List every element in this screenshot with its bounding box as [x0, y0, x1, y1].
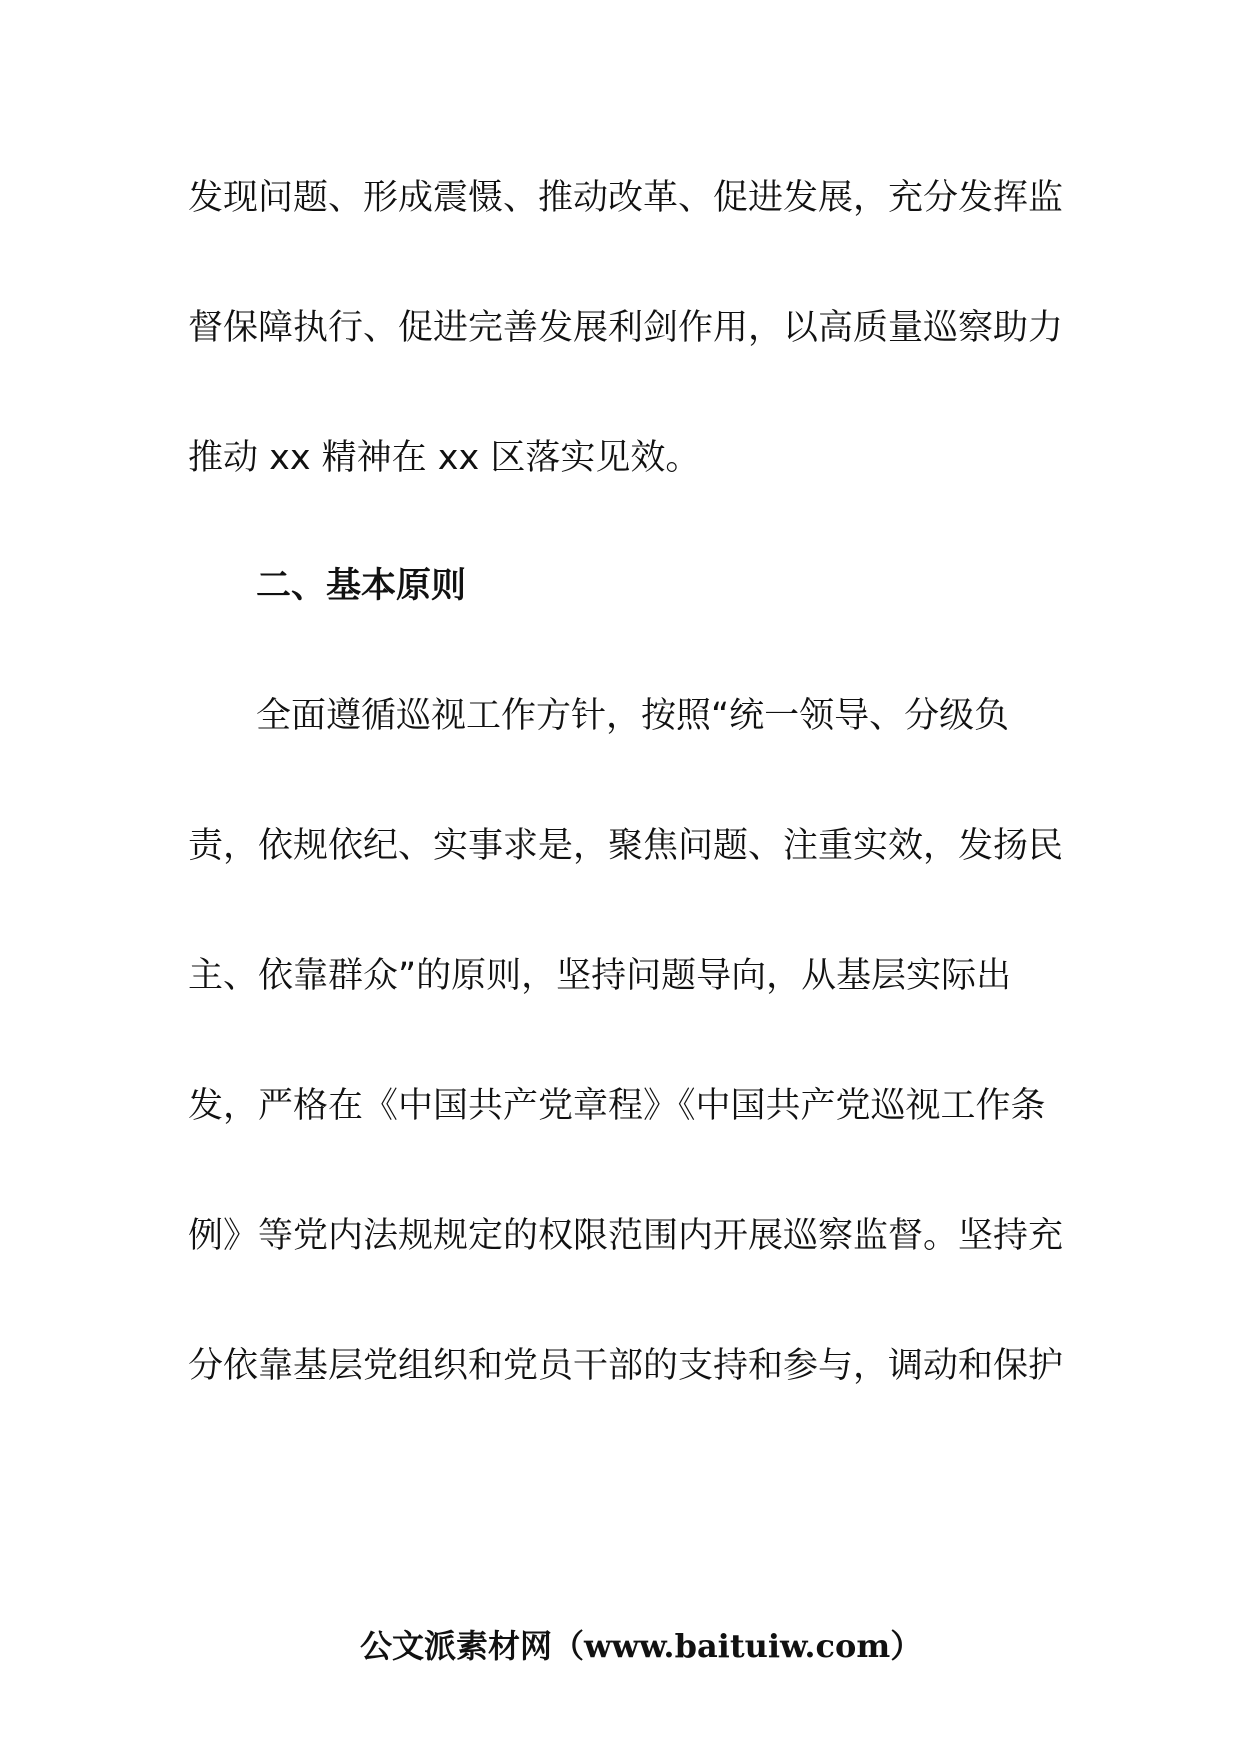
footer-watermark: 公文派素材网（www.baituiw.com）: [360, 1627, 923, 1665]
body-line-3: 推动 xx 精神在 xx 区落实见效。: [188, 438, 701, 478]
section-line-5: 例》等党内法规规定的权限范围内开展巡察监督。坚持充: [188, 1216, 1064, 1256]
section-line-4: 发，严格在《中国共产党章程》《中国共产党巡视工作条: [188, 1086, 1046, 1126]
body-line-1: 发现问题、形成震慑、推动改革、促进发展，充分发挥监: [188, 178, 1064, 218]
body-line-2: 督保障执行、促进完善发展利剑作用，以高质量巡察助力: [188, 308, 1064, 348]
section-line-3: 主、依靠群众”的原则，坚持问题导向，从基层实际出: [188, 956, 1012, 996]
section-line-1: 全面遵循巡视工作方针，按照“统一领导、分级负: [256, 696, 1010, 736]
section-line-6: 分依靠基层党组织和党员干部的支持和参与，调动和保护: [188, 1346, 1064, 1386]
section-line-2: 责，依规依纪、实事求是，聚焦问题、注重实效，发扬民: [188, 826, 1064, 866]
section-heading: 二、基本原则: [256, 566, 467, 606]
